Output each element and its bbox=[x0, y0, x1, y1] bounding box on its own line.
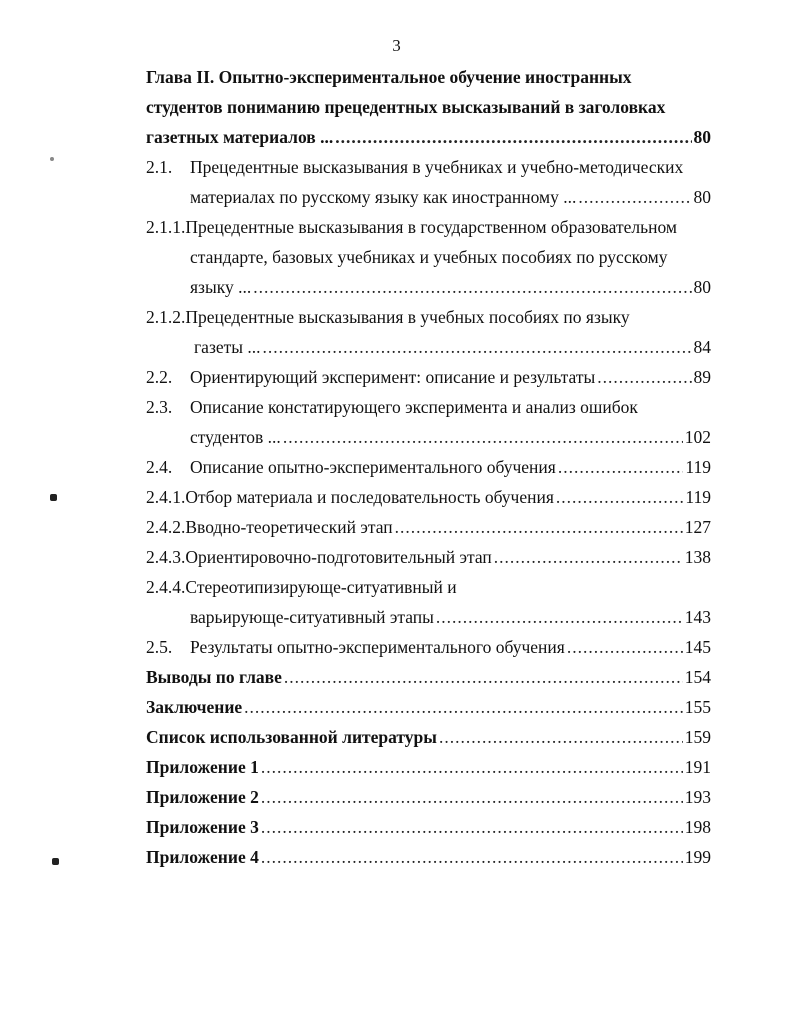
toc-text: Прецедентные высказывания в государственном образовательном bbox=[185, 217, 677, 237]
toc-entry-2-1-1 bbox=[146, 212, 711, 242]
toc-entry-2-1-1-cont bbox=[146, 272, 711, 302]
dot-leader bbox=[261, 752, 683, 782]
toc-text: языку ... bbox=[190, 277, 252, 297]
toc-page: 80 bbox=[693, 127, 711, 147]
dot-leader bbox=[436, 602, 683, 632]
toc-page: 138 bbox=[684, 547, 711, 567]
toc-entry-2-4-1 bbox=[146, 482, 711, 512]
dot-leader bbox=[261, 782, 683, 812]
toc-page: 193 bbox=[684, 787, 711, 807]
toc-entry-2-3-cont bbox=[146, 422, 711, 452]
toc-page: 127 bbox=[684, 517, 711, 537]
toc-entry-2-1-cont bbox=[146, 182, 711, 212]
toc-number: 2.4.1. bbox=[146, 487, 186, 507]
dot-leader bbox=[494, 542, 683, 572]
toc-page: 198 bbox=[684, 817, 711, 837]
dot-leader bbox=[556, 482, 683, 512]
toc-entry-conclusions bbox=[146, 662, 711, 692]
toc-entry-2-5 bbox=[146, 632, 711, 662]
toc-page: 145 bbox=[684, 637, 711, 657]
toc-page: 119 bbox=[685, 457, 711, 477]
toc-page: 84 bbox=[693, 337, 711, 357]
dot-leader bbox=[253, 272, 691, 302]
toc-page: 154 bbox=[684, 667, 711, 687]
toc-entry-2-1-2-cont bbox=[146, 332, 711, 362]
toc-number: 2.5. bbox=[146, 637, 173, 657]
toc-entry-2-4-3 bbox=[146, 542, 711, 572]
toc-text: газетных материалов ... bbox=[146, 127, 334, 147]
toc-entry-bibliography bbox=[146, 722, 711, 752]
toc-text: студентов пониманию прецедентных высказываний в заголовках bbox=[146, 97, 666, 117]
toc-text: Стереотипизирующе-ситуативный и bbox=[185, 577, 457, 597]
page-number: 3 bbox=[392, 36, 401, 55]
toc-text: материалах по русскому языку как иностранному ... bbox=[190, 187, 577, 207]
toc-number: 2.4.3. bbox=[146, 547, 186, 567]
toc-text: Отбор материала и последовательность обучения bbox=[185, 487, 554, 507]
dot-leader bbox=[597, 362, 691, 392]
toc-text: Приложение 1 bbox=[146, 757, 259, 777]
toc-number: 2.1.2. bbox=[146, 307, 186, 327]
toc-chapter-line-3 bbox=[146, 122, 711, 152]
dot-leader bbox=[558, 452, 684, 482]
toc-chapter-line-1 bbox=[146, 62, 711, 92]
toc-text: Вводно-теоретический этап bbox=[185, 517, 393, 537]
toc-entry-appendix-2 bbox=[146, 782, 711, 812]
toc-text: Описание опытно-экспериментального обучения bbox=[190, 457, 556, 477]
toc-page: 102 bbox=[684, 427, 711, 447]
toc-text: Список использованной литературы bbox=[146, 727, 437, 747]
toc-entry-2-1 bbox=[146, 152, 711, 182]
toc-entry-2-4-4 bbox=[146, 572, 711, 602]
dot-leader bbox=[395, 512, 683, 542]
toc-page: 80 bbox=[693, 187, 711, 207]
toc-text: Глава II. Опытно-экспериментальное обучение иностранных bbox=[146, 67, 632, 87]
toc-text: Ориентирующий эксперимент: описание и результаты bbox=[190, 367, 596, 387]
toc-page: 155 bbox=[684, 697, 711, 717]
dot-leader bbox=[567, 632, 683, 662]
dot-leader bbox=[578, 182, 691, 212]
toc-entry-appendix-4 bbox=[146, 842, 711, 872]
toc-text: варьирующе-ситуативный этапы bbox=[190, 607, 434, 627]
toc-entry-2-1-2 bbox=[146, 302, 711, 332]
toc-text: Прецедентные высказывания в учебных пособиях по языку bbox=[185, 307, 630, 327]
dot-leader bbox=[244, 692, 683, 722]
toc-number: 2.4. bbox=[146, 457, 173, 477]
dot-leader bbox=[335, 122, 691, 152]
toc-page: 191 bbox=[684, 757, 711, 777]
dot-leader bbox=[263, 332, 692, 362]
toc-text: Приложение 2 bbox=[146, 787, 259, 807]
scan-speck bbox=[50, 157, 54, 161]
dot-leader bbox=[439, 722, 683, 752]
toc-text: газеты ... bbox=[194, 337, 261, 357]
toc-entry-2-4-4-cont bbox=[146, 602, 711, 632]
dot-leader bbox=[284, 662, 683, 692]
toc-entry-2-3 bbox=[146, 392, 711, 422]
toc-page: 80 bbox=[693, 277, 711, 297]
toc-page: 199 bbox=[684, 847, 711, 867]
toc-entry-2-4 bbox=[146, 452, 711, 482]
toc-number: 2.1. bbox=[146, 157, 173, 177]
scan-speck bbox=[52, 858, 59, 865]
toc-text: Результаты опытно-экспериментального обучения bbox=[190, 637, 565, 657]
toc-text: Выводы по главе bbox=[146, 667, 282, 687]
toc-entry-2-2 bbox=[146, 362, 711, 392]
toc-chapter-line-2 bbox=[146, 92, 711, 122]
toc-page: 119 bbox=[685, 487, 711, 507]
toc-entry-appendix-1 bbox=[146, 752, 711, 782]
toc-text: Ориентировочно-подготовительный этап bbox=[185, 547, 492, 567]
dot-leader bbox=[283, 422, 683, 452]
toc-text: Прецедентные высказывания в учебниках и учебно-методических bbox=[190, 157, 684, 177]
toc-number: 2.4.4. bbox=[146, 577, 186, 597]
toc-number: 2.2. bbox=[146, 367, 173, 387]
toc-page: 89 bbox=[693, 367, 711, 387]
dot-leader bbox=[261, 812, 683, 842]
toc-entry-final bbox=[146, 692, 711, 722]
toc-entry-appendix-3 bbox=[146, 812, 711, 842]
toc-text: Описание констатирующего эксперимента и анализ ошибок bbox=[190, 397, 638, 417]
toc-text: Заключение bbox=[146, 697, 243, 717]
toc-text: студентов ... bbox=[190, 427, 281, 447]
toc-page: 143 bbox=[684, 607, 711, 627]
toc-text: Приложение 3 bbox=[146, 817, 259, 837]
toc-page: 159 bbox=[684, 727, 711, 747]
scan-speck bbox=[50, 494, 57, 501]
toc-number: 2.3. bbox=[146, 397, 173, 417]
toc-text: стандарте, базовых учебниках и учебных пособиях по русскому bbox=[190, 247, 668, 267]
toc-entry-2-1-1-cont bbox=[146, 242, 711, 272]
dot-leader bbox=[261, 842, 683, 872]
toc-number: 2.4.2. bbox=[146, 517, 186, 537]
table-of-contents bbox=[146, 62, 711, 872]
toc-entry-2-4-2 bbox=[146, 512, 711, 542]
toc-text: Приложение 4 bbox=[146, 847, 259, 867]
toc-number: 2.1.1. bbox=[146, 217, 186, 237]
